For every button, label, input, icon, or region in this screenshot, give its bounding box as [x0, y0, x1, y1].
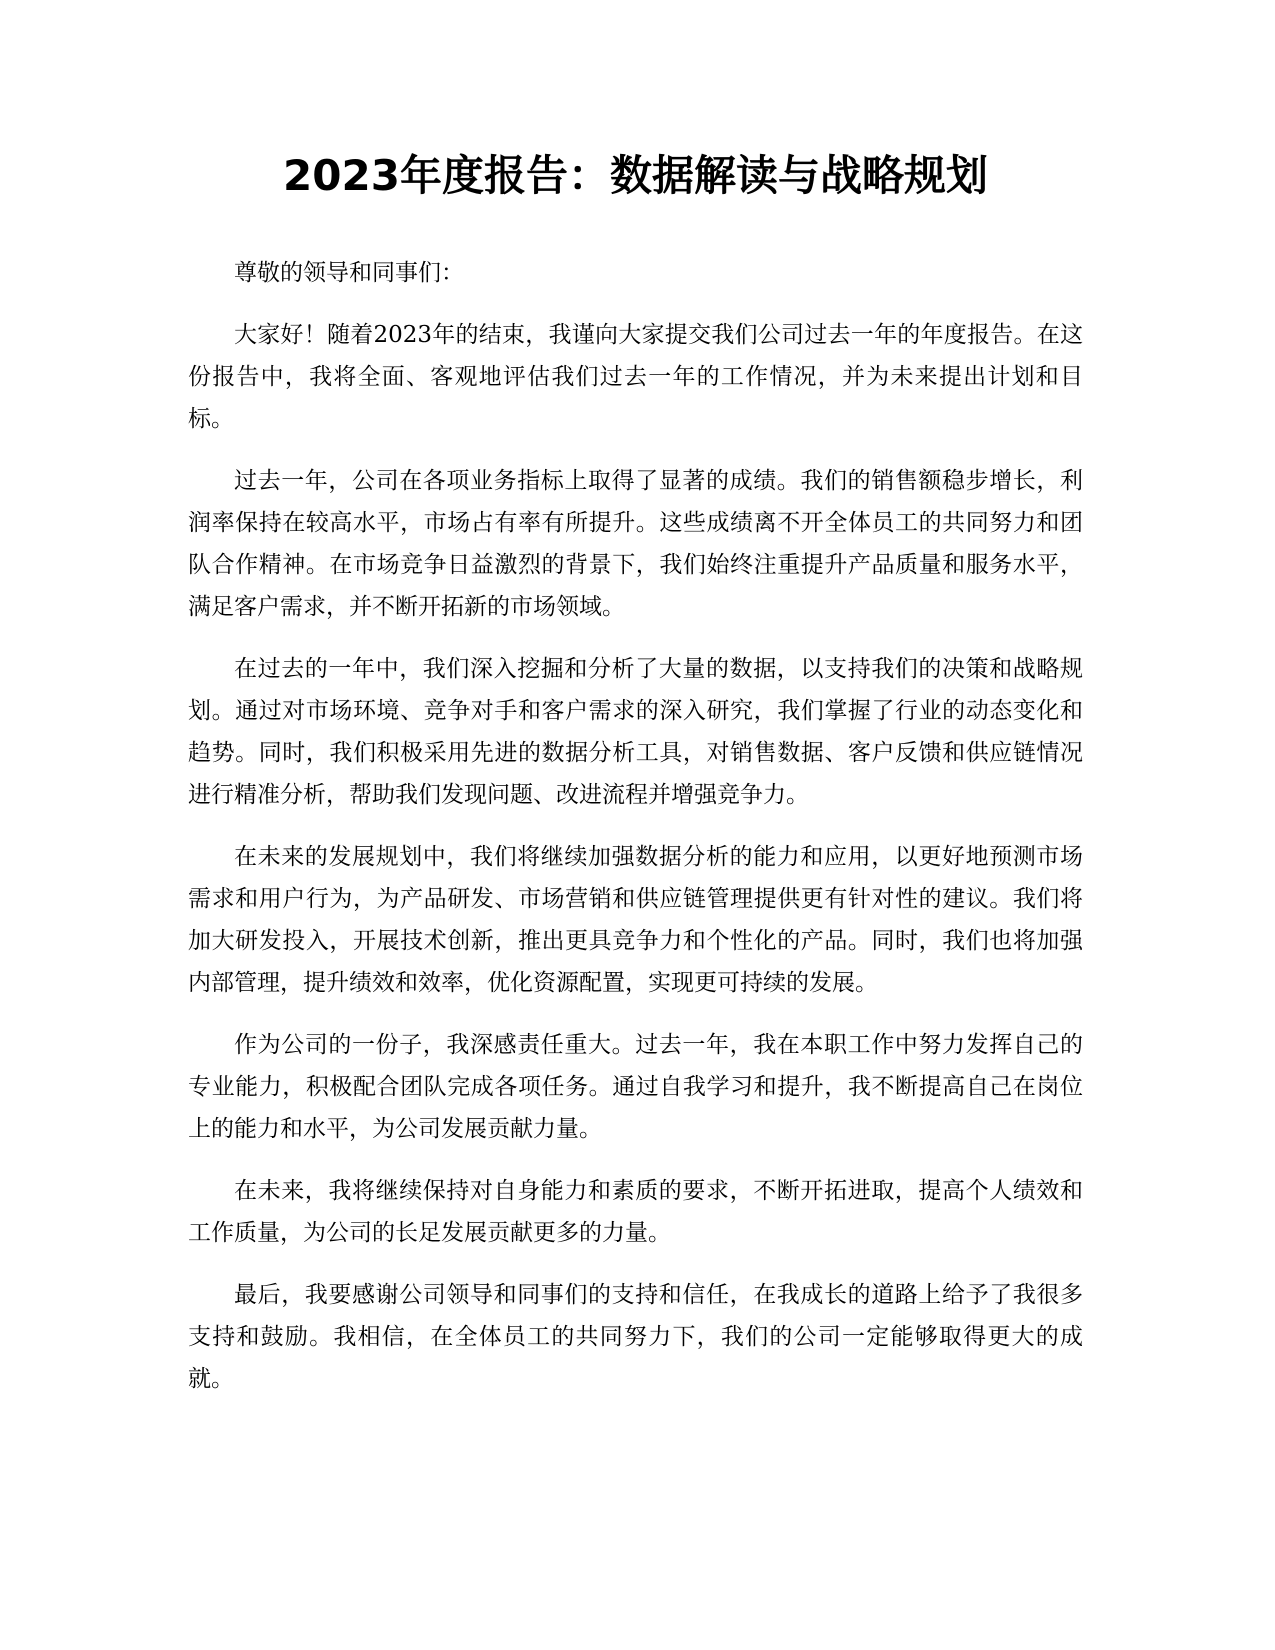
body-paragraph: 在未来，我将继续保持对自身能力和素质的要求，不断开拓进取，提高个人绩效和工作质量，为公司的长足发展贡献更多的力量。 [188, 1178, 1083, 1246]
body-paragraph: 在未来的发展规划中，我们将继续加强数据分析的能力和应用，以更好地预测市场需求和用户行为，为产品研发、市场营销和供应链管理提供更有针对性的建议。我们将加大研发投入，开展技术创新，推出更具竞争力和个性化的产品。同时，我们也将加强内部管理，提升绩效和效率，优化资源配置，实现更可持续的发展。 [188, 844, 1083, 996]
body-paragraph: 过去一年，公司在各项业务指标上取得了显著的成绩。我们的销售额稳步增长，利润率保持在较高水平，市场占有率有所提升。这些成绩离不开全体员工的共同努力和团队合作精神。在市场竞争日益激烈的背景下，我们始终注重提升产品质量和服务水平，满足客户需求，并不断开拓新的市场领域。 [188, 468, 1083, 620]
salutation-paragraph: 尊敬的领导和同事们： [234, 260, 464, 286]
body-paragraph: 在过去的一年中，我们深入挖掘和分析了大量的数据，以支持我们的决策和战略规划。通过对市场环境、竞争对手和客户需求的深入研究，我们掌握了行业的动态变化和趋势。同时，我们积极采用先进的数据分析工具，对销售数据、客户反馈和供应链情况进行精准分析，帮助我们发现问题、改进流程并增强竞争力。 [188, 656, 1083, 808]
body-paragraph: 大家好！随着2023年的结束，我谨向大家提交我们公司过去一年的年度报告。在这份报告中，我将全面、客观地评估我们过去一年的工作情况，并为未来提出计划和目标。 [188, 322, 1083, 432]
body-paragraph: 作为公司的一份子，我深感责任重大。过去一年，我在本职工作中努力发挥自己的专业能力，积极配合团队完成各项任务。通过自我学习和提升，我不断提高自己在岗位上的能力和水平，为公司发展贡献力量。 [188, 1032, 1083, 1142]
document-title: 2023年度报告：数据解读与战略规划 [283, 151, 988, 200]
closing-paragraph: 最后，我要感谢公司领导和同事们的支持和信任，在我成长的道路上给予了我很多支持和鼓励。我相信，在全体员工的共同努力下，我们的公司一定能够取得更大的成就。 [188, 1282, 1083, 1392]
